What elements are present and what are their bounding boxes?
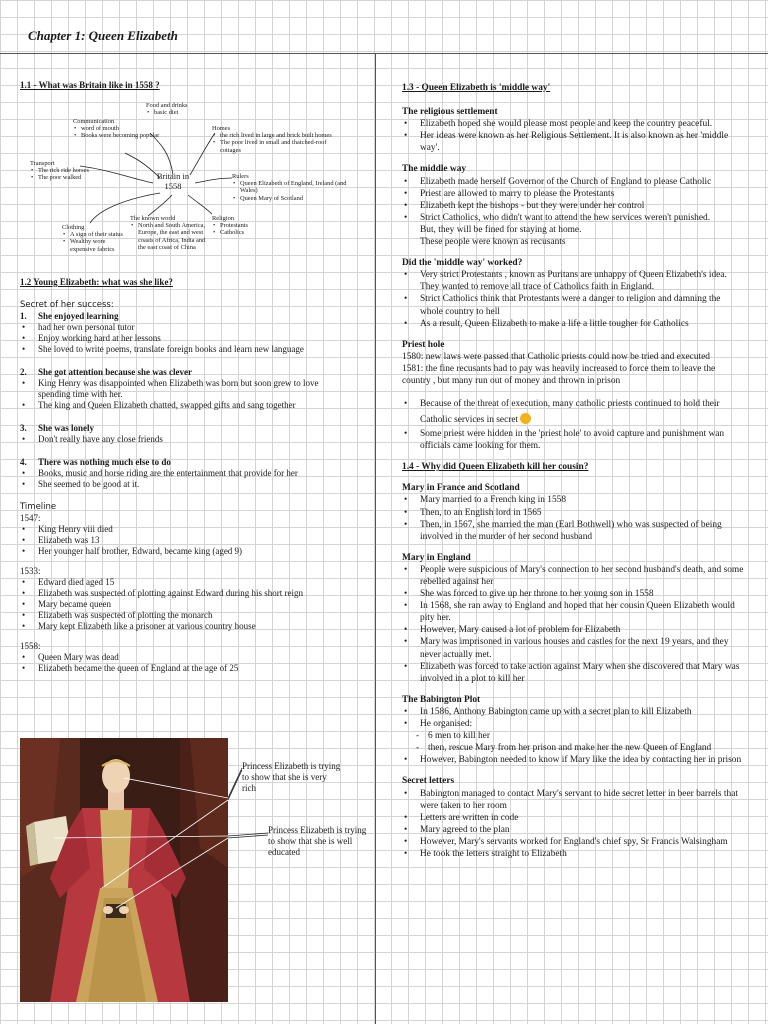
connector-religion (188, 195, 212, 214)
point-title: She got attention because she was clever (38, 367, 192, 377)
node-homes-item: • The poor lived in small and thatched-roof cottages (212, 139, 342, 153)
list-item: • She seemed to be good at it. (20, 479, 342, 490)
year-1547: 1547: (20, 513, 41, 523)
node-rulers-item: • Queen Elizabeth of England, Ireland (and Wales) (232, 180, 362, 194)
list-item: • Elizabeth made herself Governor of the Church of England to please Catholic (402, 176, 744, 188)
middle-way-title: The middle way (402, 164, 467, 175)
list-item: • Priest are allowed to marry to please the Protestants (402, 188, 744, 200)
node-clothing-title: Clothing (62, 224, 85, 231)
caption-rich: Princess Elizabeth is trying to show that she is very rich (242, 761, 341, 793)
node-rulers (232, 173, 362, 202)
node-transport (30, 160, 100, 182)
list-item: • In 1586, Anthony Babington came up with a secret plan to kill Elizabeth (402, 706, 744, 718)
caption-pointer-lines (228, 738, 268, 878)
node-clothing-item: • Wealthy wore expensive fabrics (62, 238, 132, 252)
list-item: • However, Babington needed to know if Mary like the idea by contacting her in prison (402, 754, 744, 766)
node-clothing-item: • A sign of their status (62, 231, 132, 238)
section-1-4-heading: 1.4 - Why did Queen Elizabeth kill her cousin? (402, 462, 589, 473)
mary-england-title: Mary in England (402, 552, 471, 563)
priest-hole-1580: 1580: new laws were passed that Catholic priests could now be tried and executed (402, 351, 710, 362)
young-elizabeth-section (20, 277, 342, 674)
list-item: • Elizabeth became the queen of England at the age of 25 (20, 663, 342, 674)
priest-hole-title: Priest hole (402, 339, 445, 350)
list-item: • He organised: (402, 718, 744, 730)
list-item: • Enjoy working hard at her lessons (20, 333, 342, 344)
portrait-painting (20, 738, 228, 1002)
list-item: • She was forced to give up her throne to her young son in 1558 (402, 588, 744, 600)
column-divider (375, 53, 376, 1024)
node-food-item: • basic diet (146, 109, 226, 116)
section-1-3-heading: 1.3 - Queen Elizabeth is 'middle way' (402, 83, 551, 93)
point-title: She enjoyed learning (38, 311, 119, 321)
list-item: • Elizabeth kept the bishops - but they were under her control (402, 200, 744, 212)
list-item: • King Henry viii died (20, 524, 342, 535)
header-divider (0, 53, 768, 54)
connector-rulers (195, 178, 232, 183)
node-comm-item: • Books were becoming popular (73, 132, 165, 139)
node-food (146, 102, 226, 116)
node-clothing (62, 224, 132, 253)
list-item: • Elizabeth was forced to take action against Mary when she discovered that Mary was involved in a plot to kill her (402, 661, 744, 685)
node-comm-item: • word of mouth (73, 125, 165, 132)
year-1533: 1533: (20, 566, 41, 576)
list-item: • Then, to an English lord in 1565 (402, 507, 744, 519)
secret-letters-title: Secret letters (402, 776, 455, 787)
year-1558: 1558: (20, 641, 41, 651)
point-4 (20, 457, 342, 468)
node-communication (73, 118, 165, 140)
list-item: • Elizabeth hoped she would please most people and keep the country peaceful. (402, 118, 744, 130)
left-column (20, 80, 342, 91)
list-item: • had her own personal tutor (20, 322, 342, 333)
priest-hole-1581: 1581: the fine recusants had to pay was heavily increased to force them to leave the country , but many run out of money and thrown in prison (402, 363, 716, 386)
right-column (402, 82, 744, 860)
list-item: • She loved to write poems, translate foreign books and learn new language (20, 344, 342, 355)
list-item: • King Henry was disappointed when Elizabeth was born but soon grew to love spending time with her. (20, 378, 342, 400)
point-2 (20, 367, 342, 378)
caption-educated: Princess Elizabeth is trying to show that she is well educated (268, 825, 367, 857)
node-religion-item: • Catholics (212, 229, 272, 236)
node-comm-title: Communication (73, 118, 115, 125)
timeline-label: Timeline (20, 502, 57, 512)
node-rulers-item: • Queen Mary of Scotland (232, 195, 362, 202)
list-item: • People were suspicious of Mary's connection to her second husband's death, and some rebelled against her (402, 564, 744, 588)
node-transport-item: • The poor walked (30, 174, 100, 181)
list-item: • Don't really have any close friends (20, 434, 342, 445)
page-title: Chapter 1: Queen Elizabeth (28, 28, 178, 43)
list-item: • Some priest were hidden in the 'priest hole' to avoid capture and punishment wan officials came looking for them. (402, 428, 744, 452)
point-title: There was nothing much else to do (38, 457, 171, 467)
list-item: • As a result, Queen Elizabeth to make a life a little tougher for Catholics (402, 318, 744, 330)
list-item: • Her younger half brother, Edward, became king (aged 9) (20, 546, 342, 557)
list-item-text: Because of the threat of execution, many catholic priests continued to hold their Catholic services in secret (420, 399, 720, 426)
node-rulers-title: Rulers (232, 173, 249, 180)
list-item: • Babington managed to contact Mary's servant to hide secret letter in beer barrels that were taken to her room (402, 788, 744, 812)
section-1-1-heading: 1.1 - What was Britain like in 1558 ? (20, 80, 160, 90)
worried-face-icon (520, 413, 531, 424)
node-world-title: The known world (130, 215, 176, 222)
list-item: • However, Mary's servants worked for England's chief spy, Sr Francis Walsingham (402, 836, 744, 848)
node-known-world (130, 215, 212, 251)
point-3 (20, 423, 342, 434)
node-religion-item: • Protestants (212, 222, 272, 229)
point-number: 4. (20, 457, 27, 467)
list-item: • Mary was imprisoned in various houses and castles for the next 19 years, and they never actually met. (402, 636, 744, 660)
list-item: • Elizabeth was suspected of plotting the monarch (20, 610, 342, 621)
node-religion (212, 215, 272, 237)
list-item: • Her ideas were known as her Religious Settlement. It is also known as her 'middle way'. (402, 130, 744, 154)
list-item: • In 1568, she ran away to England and hoped that her cousin Queen Elizabeth would pity her. (402, 600, 744, 624)
node-world-item: • North and South America, Europe, the east and west coasts of Africa, India and the east coast of China (130, 222, 212, 251)
babington-plot-title: The Babington Plot (402, 694, 481, 705)
list-item: • Elizabeth was suspected of plotting against Edward during his short reign (20, 588, 342, 599)
list-item: • Edward died aged 15 (20, 577, 342, 588)
middle-way-note: These people were known as recusants (420, 237, 566, 248)
node-homes (212, 125, 342, 154)
list-item: • Mary kept Elizabeth like a prisoner at various country house (20, 621, 342, 632)
point-number: 3. (20, 423, 27, 433)
religious-settlement-title: The religious settlement (402, 107, 498, 118)
section-1-2-heading: 1.2 Young Elizabeth: what was she like? (20, 277, 173, 287)
secret-label: Secret of her success: (20, 300, 114, 310)
node-transport-title: Transport (30, 160, 55, 167)
list-item: • Very strict Protestants , known as Puritans are unhappy of Queen Elizabeth's idea. They wanted to remove all trace of Catholics faith in England. (402, 269, 744, 293)
node-homes-item: • the rich lived in large and brick built homes (212, 132, 342, 139)
sub-list-item: - 6 men to kill her (402, 730, 744, 742)
list-item: • Strict Catholics think that Protestants were a danger to religion and damning the whole country to hell (402, 293, 744, 317)
list-item: • Books, music and horse riding are the entertainment that provide for her (20, 468, 342, 479)
portrait-illustration (20, 738, 228, 1002)
point-title: She was lonely (38, 423, 95, 433)
did-middle-way-work-title: Did the 'middle way' worked? (402, 258, 523, 269)
list-item: • Letters are written in code (402, 812, 744, 824)
list-item: • Elizabeth was 13 (20, 535, 342, 546)
point-1 (20, 311, 342, 322)
list-item: • The king and Queen Elizabeth chatted, swapped gifts and sang together (20, 400, 342, 411)
node-homes-title: Homes (212, 125, 231, 132)
node-religion-title: Religion (212, 215, 235, 222)
list-item (402, 396, 744, 428)
list-item: • Mary agreed to the plan (402, 824, 744, 836)
node-food-title: Food and drinks (146, 102, 188, 109)
mary-france-scotland-title: Mary in France and Scotland (402, 483, 520, 494)
node-transport-item: • The rich ride horses (30, 167, 100, 174)
sub-list-item: - then, rescue Mary from her prison and make her the new Queen of England (402, 742, 744, 754)
britain-mind-map (20, 98, 365, 276)
list-item: • Mary married to a French king in 1558 (402, 494, 744, 506)
list-item: • Mary became queen (20, 599, 342, 610)
connector-known-world (148, 195, 172, 216)
list-item: • He took the letters straight to Elizabeth (402, 848, 744, 860)
point-number: 1. (20, 311, 27, 321)
point-number: 2. (20, 367, 27, 377)
list-item: • Queen Mary was dead (20, 652, 342, 663)
mind-map-center: Britain in 1558 (156, 171, 190, 191)
middle-way-note: But, they will be fined for staying at home. (420, 224, 582, 235)
list-item: • However, Mary caused a lot of problem for Elizabeth (402, 624, 744, 636)
list-item: • Strict Catholics, who didn't want to attend the hew services weren't punished. (402, 212, 744, 224)
list-item: • Then, in 1567, she married the man (Earl Bothwell) who was suspected of being involved in the murder of her second husband (402, 519, 744, 543)
